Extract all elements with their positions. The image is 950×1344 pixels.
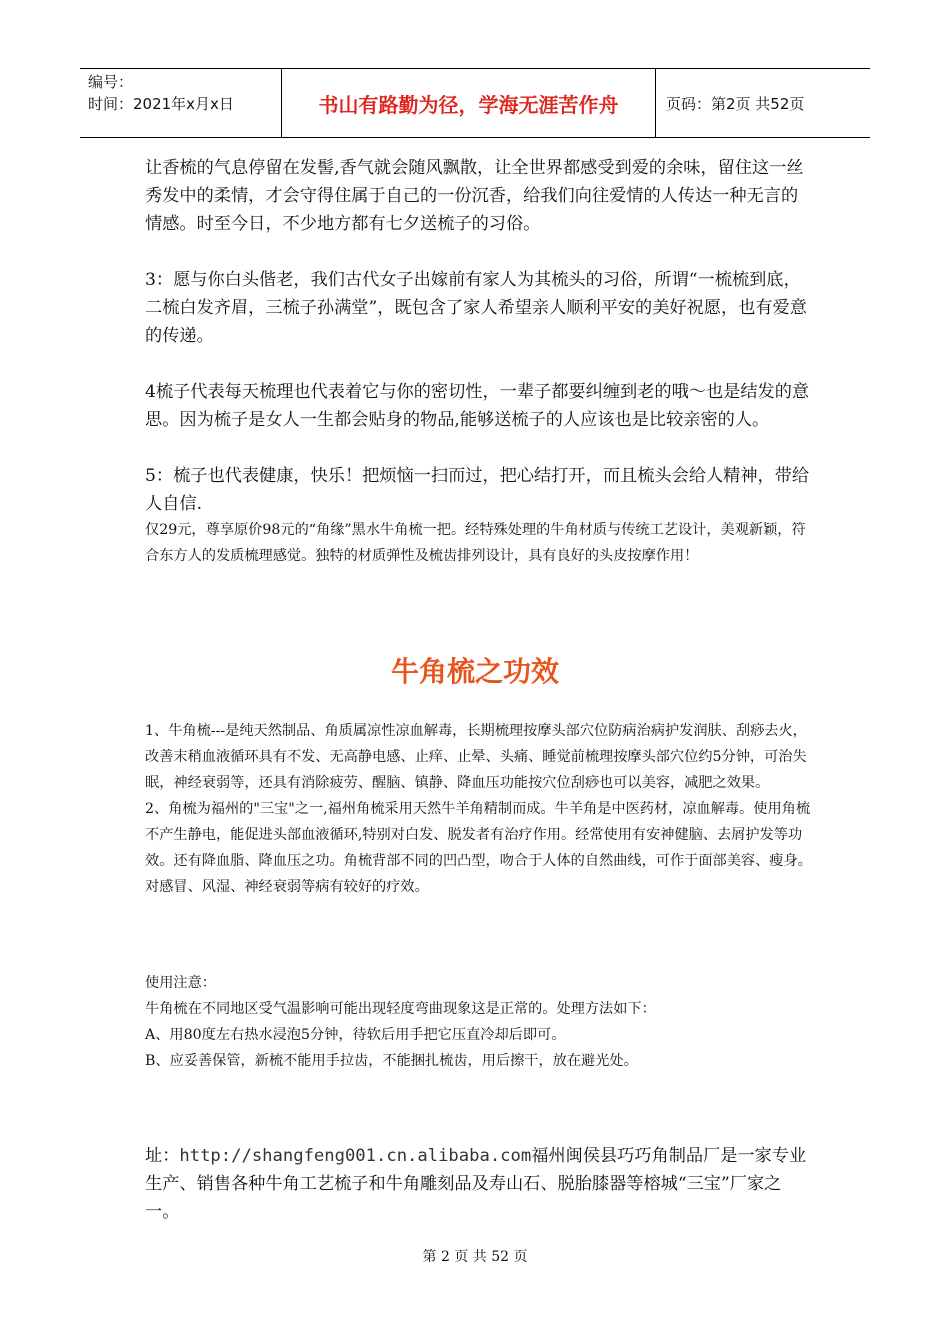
section-title: 牛角梳之功效 <box>390 655 559 688</box>
price-paragraph-block <box>145 517 815 569</box>
effect-1: 1、牛角梳---是纯天然制品、角质属凉性凉血解毒，长期梳理按摩头部穴位防病治病护发润肤、刮痧去火，改善末稍血液循环具有不发、无高静电感、止痒、止晕、头痛、睡觉前梳理按摩头部穴位约5分钟，可治失眠，神经衰弱等，还具有消除疲劳、醒脑、镇静、降血压功能按穴位刮痧也可以美容，减肥之效果。 <box>145 723 807 791</box>
notes-line-b: B、应妥善保管，新梳不能用手拉齿，不能捆扎梳齿，用后擦干，放在避光处。 <box>145 1053 638 1069</box>
paragraph-4: 5：梳子也代表健康，快乐！把烦恼一扫而过，把心结打开，而且梳头会给人精神，带给人自信. <box>145 466 810 514</box>
notes-line-1: 牛角梳在不同地区受气温影响可能出现轻度弯曲现象这是正常的。处理方法如下： <box>145 1001 656 1017</box>
company-url-link[interactable]: http://shangfeng001.cn.alibaba.com <box>179 1146 532 1166</box>
paragraph-5: 仅29元，尊享原价98元的“角缘”黑水牛角梳一把。经特殊处理的牛角材质与传统工艺设计，美观新颖，符合东方人的发质梳理感觉。独特的材质弹性及梳齿排列设计，具有良好的头皮按摩作用！ <box>145 522 806 564</box>
company-description: 福州闽侯县巧巧角制品厂是一家专业生产、销售各种牛角工艺梳子和牛角雕刻品及寿山石、脱胎膝器等榕城“三宝”厂家之一。 <box>145 1146 807 1222</box>
address-block <box>145 1142 815 1226</box>
paragraph-3: 4梳子代表每天梳理也代表着它与你的密切性，一辈子都要纠缠到老的哦～也是结发的意思。因为梳子是女人一生都会贴身的物品,能够送梳子的人应该也是比较亲密的人。 <box>145 382 810 430</box>
doc-number-label: 编号： <box>88 73 134 91</box>
paragraph-1: 让香梳的气息停留在发髻,香气就会随风飘散，让全世界都感受到爱的余味，留住这一丝秀发中的柔情，才会守得住属于自己的一份沉香，给我们向往爱情的人传达一种无言的情感。时至今日，不少地方都有七夕送梳子的习俗。 <box>145 158 804 234</box>
effects-block <box>145 718 815 900</box>
notes-block <box>145 970 815 1074</box>
intro-paragraphs <box>145 154 815 518</box>
address-paragraph <box>145 1142 815 1226</box>
page-header <box>80 68 870 138</box>
header-page-info: 页码：第2页 共52页 <box>666 94 805 113</box>
doc-time-label: 时间：2021年x月x日 <box>88 95 234 113</box>
notes-line-a: A、用80度左右热水浸泡5分钟，待软后用手把它压直冷却后即可。 <box>145 1027 566 1043</box>
header-meta <box>80 69 282 137</box>
header-motto: 书山有路勤为径，学海无涯苦作舟 <box>282 69 656 137</box>
paragraph-2: 3：愿与你白头偕老，我们古代女子出嫁前有家人为其梳头的习俗，所谓“一梳梳到底，二梳白发齐眉，三梳子孙满堂”，既包含了家人希望亲人顺利平安的美好祝愿，也有爱意的传递。 <box>145 270 807 346</box>
notes-heading: 使用注意： <box>145 975 216 991</box>
page-footer: 第 2 页 共 52 页 <box>422 1249 528 1265</box>
effect-2: 2、角梳为福州的"三宝"之一,福州角梳采用天然牛羊角精制而成。牛羊角是中医药材，凉血解毒。使用角梳不产生静电，能促进头部血液循环,特别对白发、脱发者有治疗作用。经常使用有安神健脑、去屑护发等功效。还有降血脂、降血压之功。角梳背部不同的凹凸型，吻合于人体的自然曲线，可作于面部美容、瘦身。对感冒、风湿、神经衰弱等病有较好的疗效。 <box>145 801 812 895</box>
address-prefix: 址： <box>145 1146 180 1166</box>
